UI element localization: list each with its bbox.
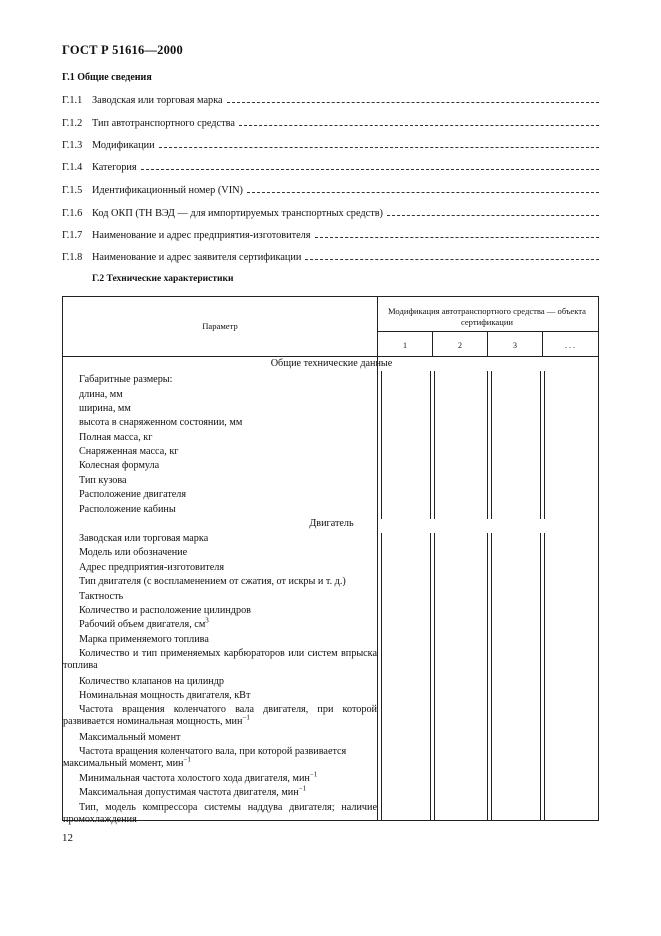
table-row: Колесная формула	[79, 460, 160, 471]
fill-line	[239, 124, 599, 126]
table-row: Номинальная мощность двигателя, кВт	[79, 690, 251, 701]
column-bar	[487, 533, 492, 820]
page-number: 12	[62, 832, 73, 844]
table-row: Тактность	[79, 591, 124, 602]
field-number: Г.1.5	[62, 185, 83, 196]
field-number: Г.1.8	[62, 252, 83, 263]
field-g1-1	[62, 92, 599, 106]
field-g1-6	[62, 205, 599, 219]
field-number: Г.1.6	[62, 208, 83, 219]
table-row: Максимальный момент	[79, 732, 181, 743]
table-row: Адрес предприятия-изготовителя	[79, 562, 225, 573]
field-g1-7	[62, 227, 599, 241]
modification-column-header: Модификация автотранспортного средства — объекта сертификации	[388, 306, 586, 327]
table-row: Расположение двигателя	[79, 489, 187, 500]
field-label: Наименование и адрес заявителя сертификации	[92, 252, 302, 263]
field-number: Г.1.7	[62, 230, 83, 241]
table-row: Заводская или торговая марка	[79, 533, 209, 544]
field-number: Г.1.4	[62, 162, 83, 173]
column-bar	[377, 533, 382, 820]
column-number: 2	[458, 341, 462, 350]
document-header: ГОСТ Р 51616—2000	[62, 43, 183, 57]
column-bar	[487, 371, 492, 519]
table-row: Габаритные размеры:	[79, 374, 173, 385]
column-bar	[377, 371, 382, 519]
row-text: Минимальная частота холостого хода двигателя, мин	[79, 773, 310, 784]
field-number: Г.1.3	[62, 140, 83, 151]
field-label: Тип автотранспортного средства	[92, 118, 235, 129]
fill-line	[227, 101, 599, 103]
fill-line	[247, 191, 599, 193]
section-title-technical: Г.2 Технические характеристики	[92, 274, 234, 284]
characteristics-table	[62, 296, 599, 825]
row-text: Максимальная допустимая частота двигателя, мин	[79, 787, 299, 798]
field-label: Категория	[92, 162, 137, 173]
table-row: Модель или обозначение	[79, 547, 188, 558]
table-row: Количество и тип применяемых карбюраторов или систем впрыска топлива	[63, 648, 377, 671]
field-label: Код ОКП (ТН ВЭД — для импортируемых транспортных средств)	[92, 208, 383, 219]
column-number: 1	[403, 341, 407, 350]
table-row: Полная масса, кг	[79, 432, 153, 443]
table-row: Марка применяемого топлива	[79, 634, 209, 645]
column-bar	[430, 371, 435, 519]
param-column-header: Параметр	[202, 321, 238, 331]
section-title-general: Г.1 Общие сведения	[62, 72, 152, 83]
field-g1-4	[62, 159, 599, 173]
table-divider	[63, 356, 598, 357]
column-bar	[430, 533, 435, 820]
column-number: . . .	[565, 341, 575, 350]
superscript: 3	[205, 616, 209, 625]
fill-line	[159, 146, 599, 148]
fill-line	[141, 168, 599, 170]
table-row: Расположение кабины	[79, 504, 176, 515]
field-g1-5	[62, 182, 599, 196]
table-row: Тип кузова	[79, 475, 127, 486]
row-text: Частота вращения коленчатого вала, при которой развивается максимальный момент, мин	[63, 746, 347, 769]
table-row	[79, 770, 318, 785]
field-label: Наименование и адрес предприятия-изготовителя	[92, 230, 311, 241]
superscript: −1	[309, 770, 318, 779]
table-row: ширина, мм	[79, 403, 131, 414]
superscript: −1	[183, 755, 191, 764]
table-row: Тип двигателя (с воспламенением от сжатия, от искры и т. д.)	[79, 576, 346, 587]
table-row: Количество и расположение цилиндров	[79, 605, 251, 616]
field-label: Заводская или торговая марка	[92, 95, 223, 106]
table-row: длина, мм	[79, 389, 123, 400]
table-row	[79, 784, 307, 799]
fill-line	[315, 236, 599, 238]
column-bar	[540, 533, 545, 820]
field-number: Г.1.2	[62, 118, 83, 129]
group-heading: Двигатель	[309, 518, 354, 529]
row-text: Рабочий объем двигателя, см	[79, 619, 206, 630]
group-heading: Общие технические данные	[270, 358, 393, 369]
table-row: высота в снаряженном состоянии, мм	[79, 417, 243, 428]
field-number: Г.1.1	[62, 95, 83, 106]
table-row	[63, 704, 377, 728]
table-row	[63, 746, 377, 770]
field-label: Идентификационный номер (VIN)	[92, 185, 243, 196]
table-row	[79, 616, 209, 631]
superscript: −1	[298, 784, 307, 793]
fill-line	[305, 258, 599, 260]
field-g1-8	[62, 249, 599, 263]
table-row: Снаряженная масса, кг	[79, 446, 179, 457]
field-label: Модификации	[92, 140, 155, 151]
column-bar	[540, 371, 545, 519]
column-number: 3	[513, 341, 517, 350]
row-text: Частота вращения коленчатого вала двигателя, при которой развивается номинальная мощность, мин	[63, 704, 377, 727]
fill-line	[387, 214, 599, 216]
table-row: Количество клапанов на цилиндр	[79, 676, 225, 687]
superscript: −1	[242, 713, 250, 722]
table-row: Тип, модель компрессора системы наддува двигателя; наличие промохлаждения	[63, 802, 377, 825]
field-g1-3	[62, 137, 599, 151]
field-g1-2	[62, 115, 599, 129]
